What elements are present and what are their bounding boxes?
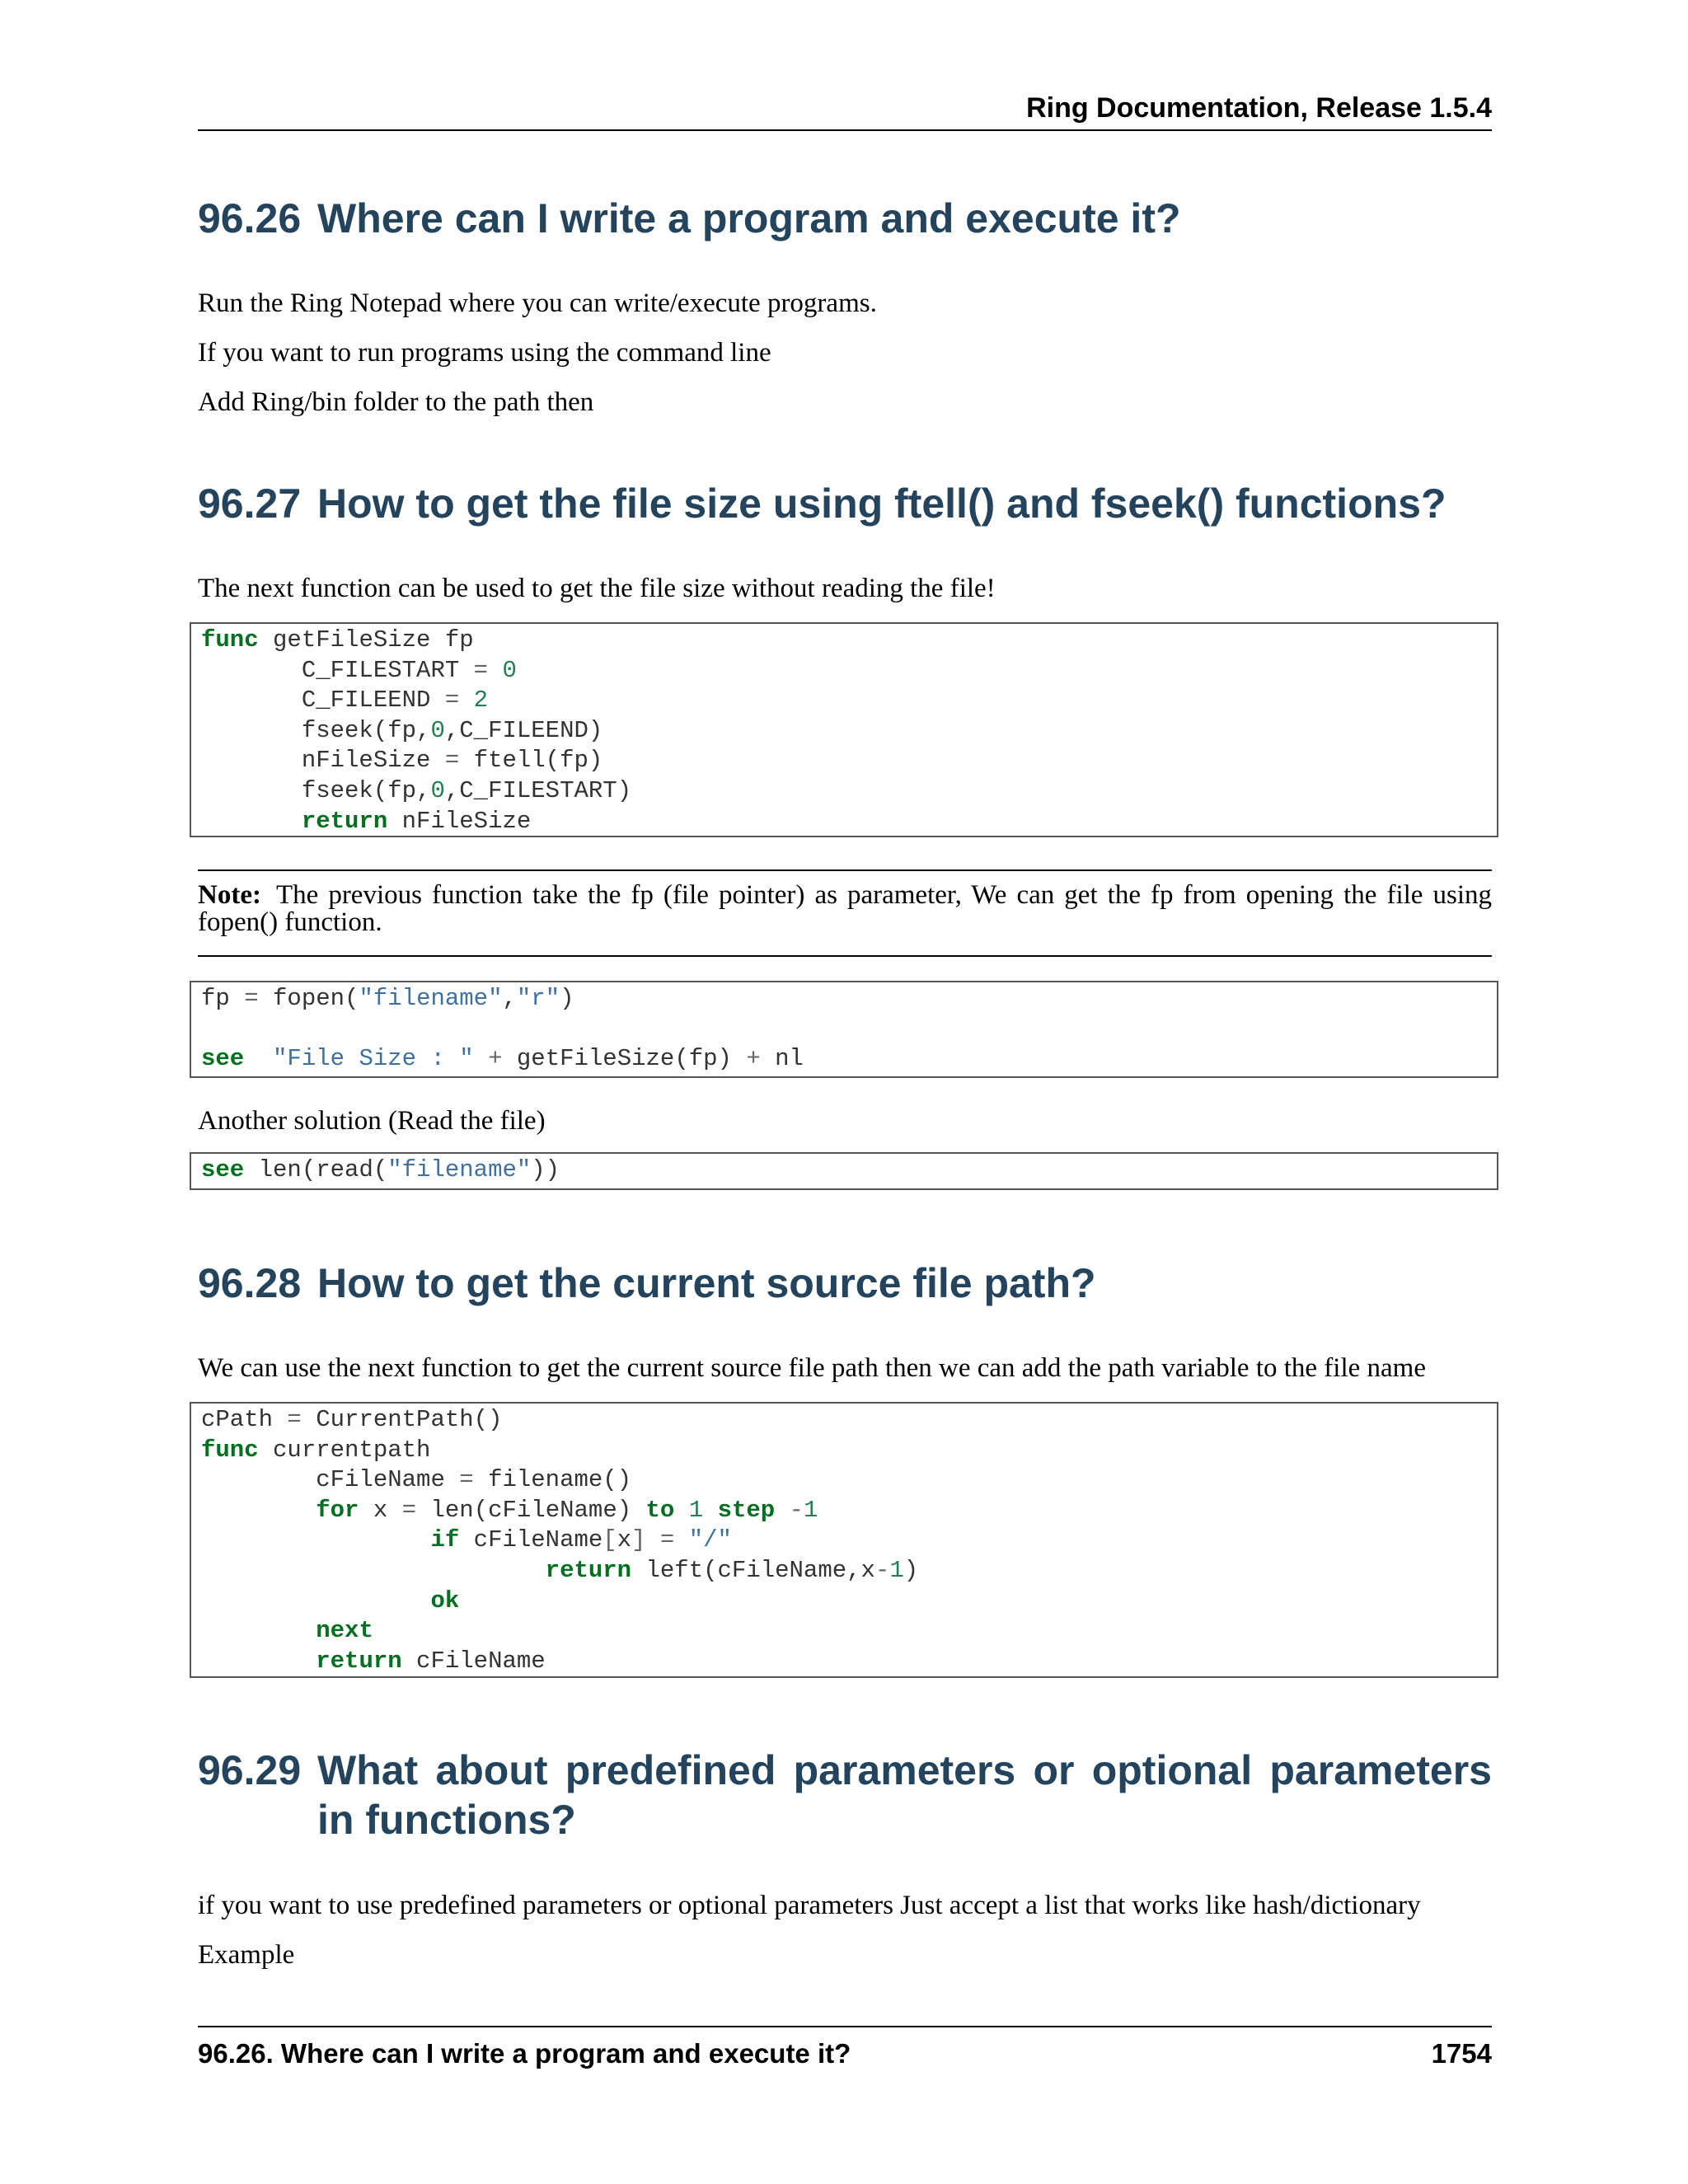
code-line: fseek(fp,0,C_FILESTART) xyxy=(201,776,632,804)
code-block-read-length xyxy=(190,1152,1498,1190)
code-line: see "File Size : " + getFileSize(fp) + nl xyxy=(201,1045,804,1073)
page-number: 1754 xyxy=(1431,2038,1492,2069)
code-line: if cFileName[x] = "/" xyxy=(430,1526,732,1554)
header-rule xyxy=(198,129,1492,131)
paragraph: Add Ring/bin folder to the path then xyxy=(198,387,594,417)
paragraph: The next function can be used to get the file size without reading the file! xyxy=(198,574,996,603)
section-number: 96.27 xyxy=(198,480,302,527)
code-line: return cFileName xyxy=(316,1647,546,1675)
note-label: Note: xyxy=(198,880,261,910)
code-block-filesize xyxy=(190,622,1498,837)
code-line: cFileName = filename() xyxy=(201,1466,632,1494)
code-block-fopen xyxy=(190,981,1498,1078)
code-block-currentpath xyxy=(190,1402,1498,1678)
running-header-title: Ring Documentation, Release 1.5.4 xyxy=(1026,92,1492,124)
paragraph: Run the Ring Notepad where you can write/execute programs. xyxy=(198,288,877,318)
section-title: What about predefined parameters or optional parameters in functions? xyxy=(317,1747,1492,1843)
code-line: cPath = CurrentPath() xyxy=(201,1406,503,1433)
footer-section-title: 96.26. Where can I write a program and execute it? xyxy=(198,2038,851,2069)
code-line: nFileSize = ftell(fp) xyxy=(201,747,603,775)
code-line: fp = fopen("filename","r") xyxy=(201,985,574,1012)
paragraph: if you want to use predefined parameters or optional parameters Just accept a list that works like hash/dictionary xyxy=(198,1891,1421,1920)
section-number: 96.28 xyxy=(198,1260,302,1306)
code-line: func currentpath xyxy=(201,1436,431,1464)
code-line: see len(read("filename")) xyxy=(201,1156,560,1183)
section-heading-96-29 xyxy=(198,1746,1492,1844)
paragraph: If you want to run programs using the command line xyxy=(198,338,771,368)
code-line: C_FILEEND = 2 xyxy=(201,687,489,715)
code-line: next xyxy=(316,1617,373,1645)
code-line: return left(cFileName,x-1) xyxy=(545,1556,919,1584)
footer-rule xyxy=(198,2026,1492,2027)
paragraph: Another solution (Read the file) xyxy=(198,1106,546,1136)
note-box xyxy=(198,882,1492,936)
section-number: 96.26 xyxy=(198,195,302,241)
paragraph: We can use the next function to get the current source file path then we can add the path variable to the file name xyxy=(198,1353,1426,1383)
code-line: func getFileSize fp xyxy=(201,626,474,654)
paragraph: Example xyxy=(198,1940,295,1970)
code-line: for x = len(cFileName) to 1 step -1 xyxy=(316,1496,818,1524)
section-title: How to get the file size using ftell() and fseek() functions? xyxy=(317,480,1447,527)
note-bottom-rule xyxy=(198,955,1492,957)
code-line: C_FILESTART = 0 xyxy=(201,656,517,684)
section-heading-96-28 xyxy=(198,1258,1492,1308)
section-heading-96-26 xyxy=(198,194,1492,243)
code-line: ok xyxy=(430,1586,460,1615)
code-line xyxy=(201,1015,1497,1045)
code-line: fseek(fp,0,C_FILEEND) xyxy=(201,716,603,744)
section-title: Where can I write a program and execute it? xyxy=(317,195,1181,241)
section-title: How to get the current source file path? xyxy=(317,1260,1096,1306)
code-line: return nFileSize xyxy=(301,807,532,835)
section-number: 96.29 xyxy=(198,1747,302,1793)
note-text: The previous function take the fp (file pointer) as parameter, We can get the fp from opening the file using fopen() function. xyxy=(198,880,1492,937)
note-top-rule xyxy=(198,869,1492,871)
section-heading-96-27 xyxy=(198,479,1492,528)
